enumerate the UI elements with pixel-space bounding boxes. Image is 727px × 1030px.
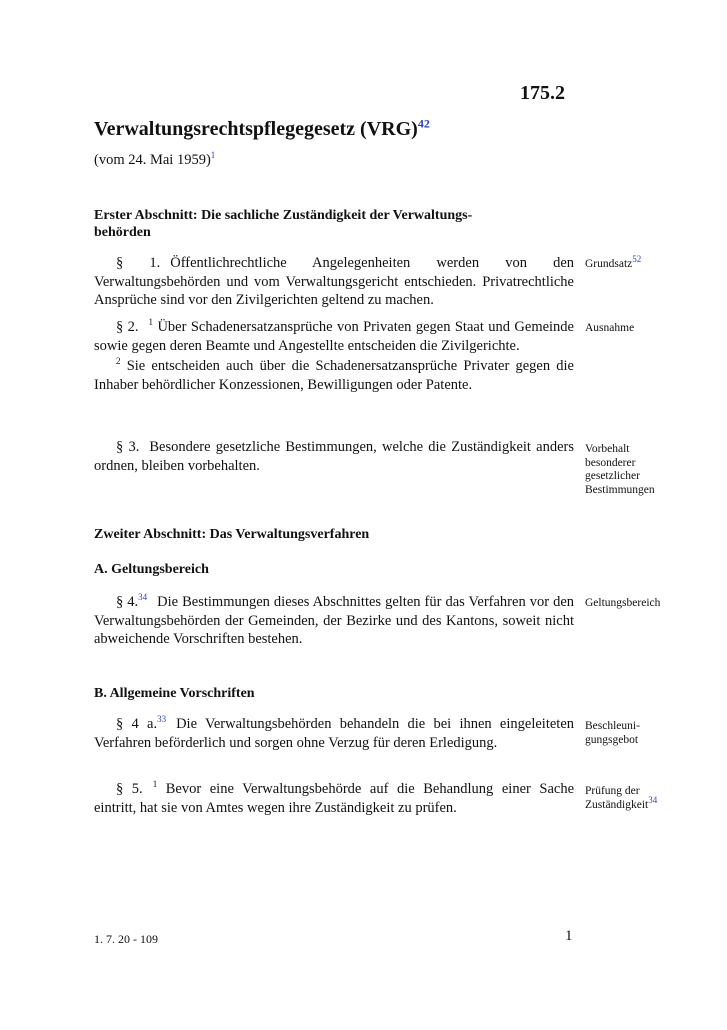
paragraph-5-label: § 5. [116, 781, 143, 797]
law-title-text: Verwaltungsrechtspflegegesetz (VRG) [94, 118, 418, 140]
enactment-date-text: (vom 24. Mai 1959) [94, 152, 211, 168]
margin-note-5-footnote-ref[interactable]: 34 [648, 794, 658, 805]
paragraph-3 [94, 438, 574, 475]
page-number: 1 [565, 928, 573, 944]
paragraph-3-label: § 3. [116, 439, 140, 455]
paragraph-3-text: Besondere gesetzliche Bestimmungen, welche die Zuständigkeit anders ordnen, bleiben vorbehalten. [94, 439, 574, 474]
paragraph-5 [94, 780, 574, 817]
margin-note-5 [585, 785, 705, 812]
margin-note-1-text: Grundsatz [585, 258, 633, 270]
margin-note-3-line1: Vorbehalt [585, 443, 630, 455]
subsection-heading-b: B. Allgemeine Vorschriften [94, 686, 255, 701]
margin-note-5-line2 [585, 794, 705, 813]
law-title [94, 118, 430, 141]
paragraph-2-abs1-text: Über Schadenersatzansprüche von Privaten gegen Staat und Gemeinde sowie gegen deren Beamte und Angestellte entscheiden die Zivilgerichte. [94, 319, 574, 354]
margin-note-1 [585, 254, 705, 272]
paragraph-4a [94, 715, 574, 752]
margin-note-4a-line1: Beschleuni- [585, 720, 640, 732]
subsection-heading-a: A. Geltungsbereich [94, 562, 209, 577]
footer-date-code: 1. 7. 20 - 109 [94, 932, 158, 946]
paragraph-1-label: § 1. [116, 255, 161, 271]
margin-note-3-line4: Bestimmungen [585, 483, 655, 496]
paragraph-2-abs2-number: 2 [116, 356, 121, 367]
paragraph-5-abs1-number: 1 [152, 779, 158, 790]
margin-note-3-line2: besonderer [585, 456, 636, 469]
paragraph-4a-footnote-ref[interactable]: 33 [157, 714, 167, 725]
paragraph-5-text: Bevor eine Verwaltungsbehörde auf die Behandlung einer Sache eintritt, hat sie von Amtes wegen ihre Zuständigkeit zu prüfen. [94, 781, 575, 816]
paragraph-2-abs2-text: Sie entscheiden auch über die Schadenersatzansprüche Privater gegen die Inhaber behördlicher Konzessionen, Bewilligungen oder Patente. [94, 358, 574, 393]
paragraph-4a-text: Die Verwaltungsbehörden behandeln die bei ihnen eingeleiteten Verfahren beförderlich und sorgen ohne Verzug für deren Erledigung. [94, 716, 575, 751]
margin-note-4: Geltungsbereich [585, 597, 661, 609]
margin-note-2: Ausnahme [585, 322, 635, 334]
paragraph-4a-label: § 4 a. [116, 716, 158, 732]
margin-note-3-line3: gesetzlicher [585, 470, 640, 482]
paragraph-1-text: Öffentlichrechtliche Angelegenheiten werden von den Verwaltungsbehörden und vom Verwaltungsgericht entschieden. Privatrechtliche Ansprüche sind vor den Zivilgerichten geltend zu machen. [94, 255, 574, 308]
margin-note-1-footnote-ref[interactable]: 52 [632, 254, 642, 265]
enactment-date [94, 152, 215, 169]
title-footnote-ref[interactable]: 42 [417, 116, 430, 131]
paragraph-4 [94, 593, 574, 649]
document-number: 175.2 [520, 82, 565, 104]
margin-note-4a-line2: gungsgebot [585, 733, 639, 746]
section-heading-1-line1: Erster Abschnitt: Die sachliche Zuständigkeit der Verwaltungs- [94, 208, 473, 223]
margin-note-5-line1: Prüfung der [585, 785, 640, 797]
section-heading-1 [94, 207, 574, 241]
margin-note-4a [585, 720, 705, 747]
paragraph-4-text: Die Bestimmungen dieses Abschnittes gelten für das Verfahren vor den Verwaltungsbehörden der Gemeinden, der Bezirke und des Kantons, soweit nicht abweichende Vorschriften bestehen. [94, 594, 574, 647]
paragraph-2-label: § 2. [116, 319, 139, 335]
section-heading-2: Zweiter Abschnitt: Das Verwaltungsverfahren [94, 527, 370, 542]
paragraph-2-abs1-number: 1 [148, 317, 154, 328]
paragraph-4-label: § 4. [116, 594, 139, 610]
paragraph-4-footnote-ref[interactable]: 34 [138, 592, 148, 603]
date-footnote-ref[interactable]: 1 [210, 150, 216, 161]
section-heading-1-line2: behörden [94, 225, 151, 240]
paragraph-2 [94, 318, 574, 394]
paragraph-1 [94, 254, 574, 310]
margin-note-3 [585, 443, 705, 497]
margin-note-5-line2-text: Zuständigkeit [585, 798, 649, 811]
